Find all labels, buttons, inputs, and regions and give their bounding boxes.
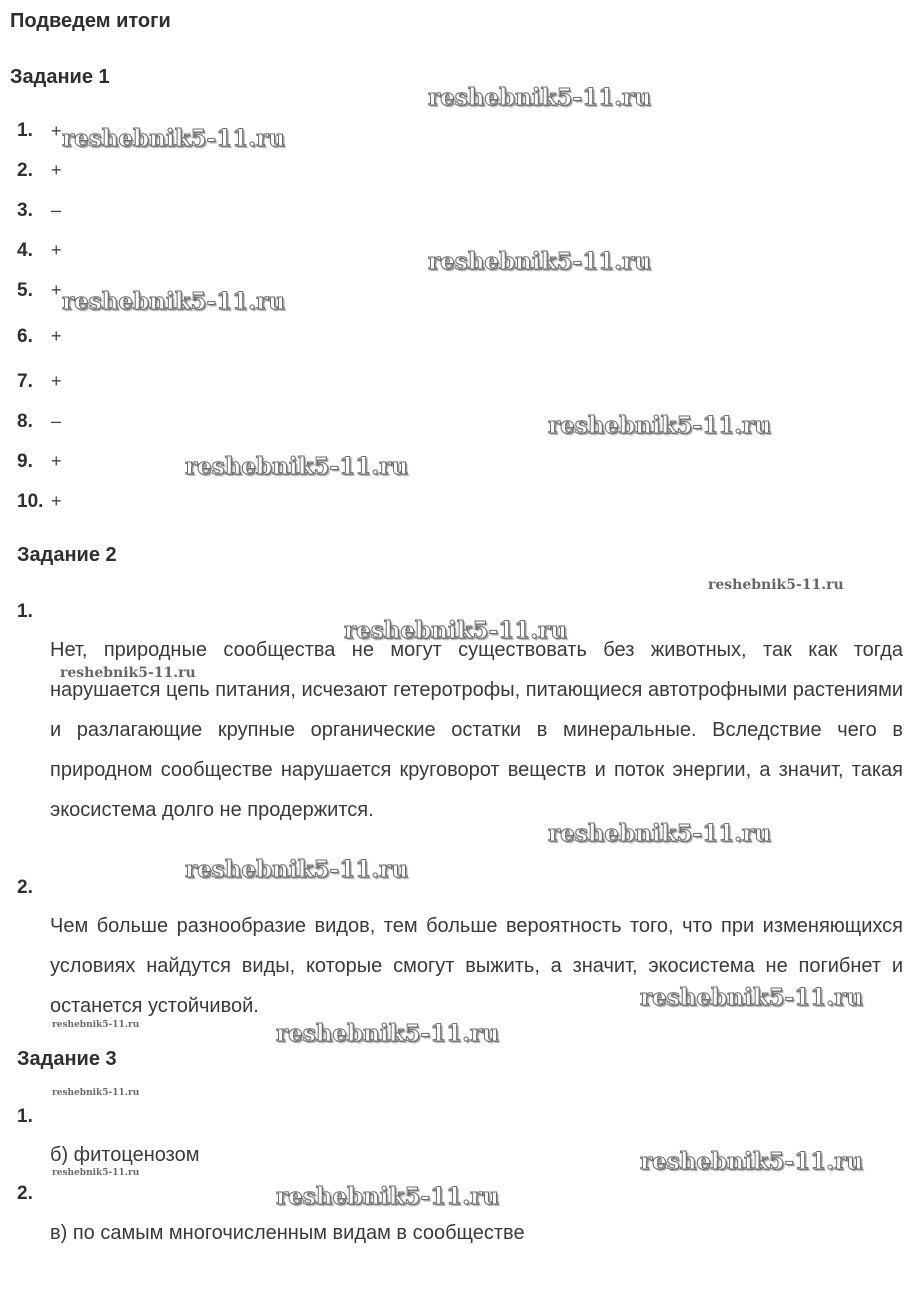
- task1-item-number: 7.: [17, 371, 33, 392]
- task1-heading: Задание 1: [10, 66, 110, 88]
- watermark: reshebnik5-11.ru: [640, 1148, 863, 1175]
- task3-q1-number: 1.: [17, 1106, 33, 1127]
- watermark: reshebnik5-11.ru: [52, 1088, 140, 1098]
- task3-q2-answer: в) по самым многочисленным видам в сообществе: [50, 1222, 525, 1244]
- task1-item-mark: +: [51, 491, 62, 511]
- task3-heading: Задание 3: [17, 1048, 117, 1070]
- task1-item-number: 2.: [17, 160, 33, 181]
- task2-q2-answer: Чем больше разнообразие видов, тем больше вероятность того, что при изменяющихся условиях найдутся виды, которые смогут выжить, а значит, экосистема не погибнет и останется устойчивой.: [50, 915, 903, 1017]
- watermark: reshebnik5-11.ru: [52, 1168, 140, 1178]
- watermark: reshebnik5-11.ru: [640, 984, 863, 1011]
- watermark: reshebnik5-11.ru: [185, 453, 408, 480]
- task1-item-number: 3.: [17, 200, 33, 221]
- task1-item-mark: +: [51, 280, 62, 300]
- watermark: reshebnik5-11.ru: [548, 820, 771, 847]
- task1-item-mark: +: [51, 160, 62, 180]
- task1-item-number: 6.: [17, 326, 33, 347]
- task2-q1-number: 1.: [17, 601, 33, 622]
- task3-q1-answer: б) фитоценозом: [50, 1144, 200, 1166]
- task1-item-mark: –: [51, 411, 62, 431]
- watermark: reshebnik5-11.ru: [62, 288, 285, 315]
- task2-heading: Задание 2: [17, 544, 117, 566]
- watermark: reshebnik5-11.ru: [548, 412, 771, 439]
- watermark: reshebnik5-11.ru: [344, 617, 567, 644]
- task1-item-mark: +: [51, 121, 62, 141]
- watermark: reshebnik5-11.ru: [276, 1020, 499, 1047]
- task1-item-mark: +: [51, 451, 62, 471]
- task1-item-number: 1.: [17, 120, 33, 141]
- task1-item-mark: +: [51, 371, 62, 391]
- watermark: reshebnik5-11.ru: [428, 84, 651, 111]
- page-title: Подведем итоги: [10, 10, 171, 32]
- task2-q1-answer: Нет, природные сообщества не могут существовать без животных, так как тогда нарушается цепь питания, исчезают гетеротрофы, питающиеся автотрофными растениями и разлагающие крупные органические остатки в минеральные. Вследствие чего в природном сообществе нарушается круговорот веществ и поток энергии, а значит, такая экосистема долго не продержится.: [50, 639, 903, 821]
- watermark: reshebnik5-11.ru: [52, 1020, 140, 1030]
- watermark: reshebnik5-11.ru: [185, 856, 408, 883]
- task3-q2-number: 2.: [17, 1183, 33, 1204]
- watermark: reshebnik5-11.ru: [62, 125, 285, 152]
- task1-item-number: 10.: [17, 491, 44, 512]
- task1-item-number: 4.: [17, 240, 33, 261]
- watermark: reshebnik5-11.ru: [708, 577, 844, 593]
- watermark: reshebnik5-11.ru: [276, 1183, 499, 1210]
- task1-item-number: 5.: [17, 280, 33, 301]
- watermark: reshebnik5-11.ru: [60, 665, 196, 681]
- watermark: reshebnik5-11.ru: [428, 248, 651, 275]
- task1-item-mark: +: [51, 326, 62, 346]
- task1-item-number: 9.: [17, 451, 33, 472]
- task1-item-number: 8.: [17, 411, 33, 432]
- task1-item-mark: –: [51, 200, 62, 220]
- task2-q2-number: 2.: [17, 877, 33, 898]
- task1-item-mark: +: [51, 240, 62, 260]
